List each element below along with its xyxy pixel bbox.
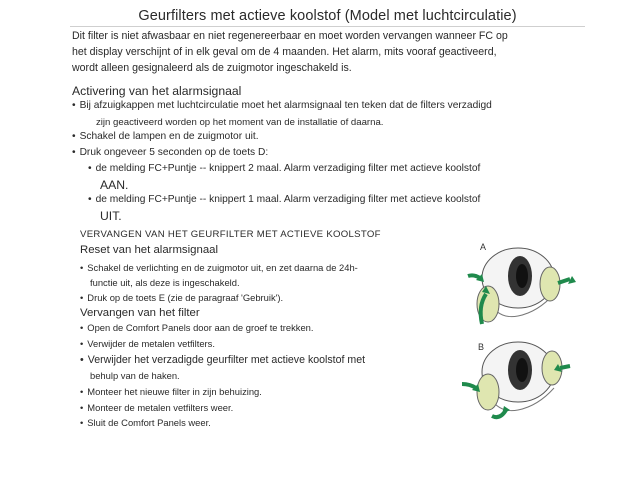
activation-bullet-1-cont: zijn geactiveerd worden op het moment van de installatie of daarna. [96,117,384,128]
filter-bullet-6: • Sluit de Comfort Panels weer. [80,417,211,428]
filter-illustration-b [458,332,588,432]
activation-heading: Activering van het alarmsignaal [72,84,242,98]
intro-line: Dit filter is niet afwasbaar en niet regenereerbaar en moet worden vervangen wanneer FC op [72,30,508,42]
filter-bullet-2: • Verwijder de metalen vetfilters. [80,338,215,349]
filter-bullet-1: • Open de Comfort Panels door aan de groef te trekken. [80,322,313,333]
reset-bullet-2: • Druk op de toets E (zie de paragraaf 'Gebruik'). [80,292,283,303]
figure-label-b: B [478,342,485,352]
activation-sub-2-state: UIT. [100,209,122,223]
intro-line: wordt alleen gesignaleerd als de zuigmotor ingeschakeld is. [72,62,352,74]
filter-bullet-3: • Verwijder het verzadigde geurfilter met actieve koolstof met [80,354,365,366]
intro-line: het display verschijnt of in elk geval om de 4 maanden. Het alarm, mits vooraf geactiveerd, [72,46,497,58]
filter-heading: Vervangen van het filter [80,307,200,319]
activation-bullet-3: • Druk ongeveer 5 seconden op de toets D: [72,147,268,158]
page-title: Geurfilters met actieve koolstof (Model met luchtcirculatie) [70,8,585,27]
reset-heading: Reset van het alarmsignaal [80,244,219,256]
filter-illustration-a [458,238,588,338]
activation-bullet-2: • Schakel de lampen en de zuigmotor uit. [72,131,259,142]
activation-sub-1: • de melding FC+Puntje -- knippert 2 maal. Alarm verzadiging filter met actieve koolstof [88,163,480,174]
replace-section-heading: VERVANGEN VAN HET GEURFILTER MET ACTIEVE KOOLSTOF [80,229,381,240]
reset-bullet-1-cont: functie uit, als deze is ingeschakeld. [90,277,240,288]
activation-bullet-1: • Bij afzuigkappen met luchtcirculatie moet het alarmsignaal ten teken dat de filters verzadigd [72,100,492,111]
activation-sub-2: • de melding FC+Puntje -- knippert 1 maal. Alarm verzadiging filter met actieve koolstof [88,194,480,205]
filter-bullet-5: • Monteer de metalen vetfilters weer. [80,402,233,413]
reset-bullet-1: • Schakel de verlichting en de zuigmotor uit, en zet daarna de 24h- [80,262,358,273]
intro-paragraph [72,28,508,76]
filter-bullet-3-cont: behulp van de haken. [90,370,180,381]
activation-sub-1-state: AAN. [100,178,129,192]
filter-bullet-4: • Monteer het nieuwe filter in zijn behuizing. [80,386,262,397]
figure-label-a: A [480,242,487,252]
